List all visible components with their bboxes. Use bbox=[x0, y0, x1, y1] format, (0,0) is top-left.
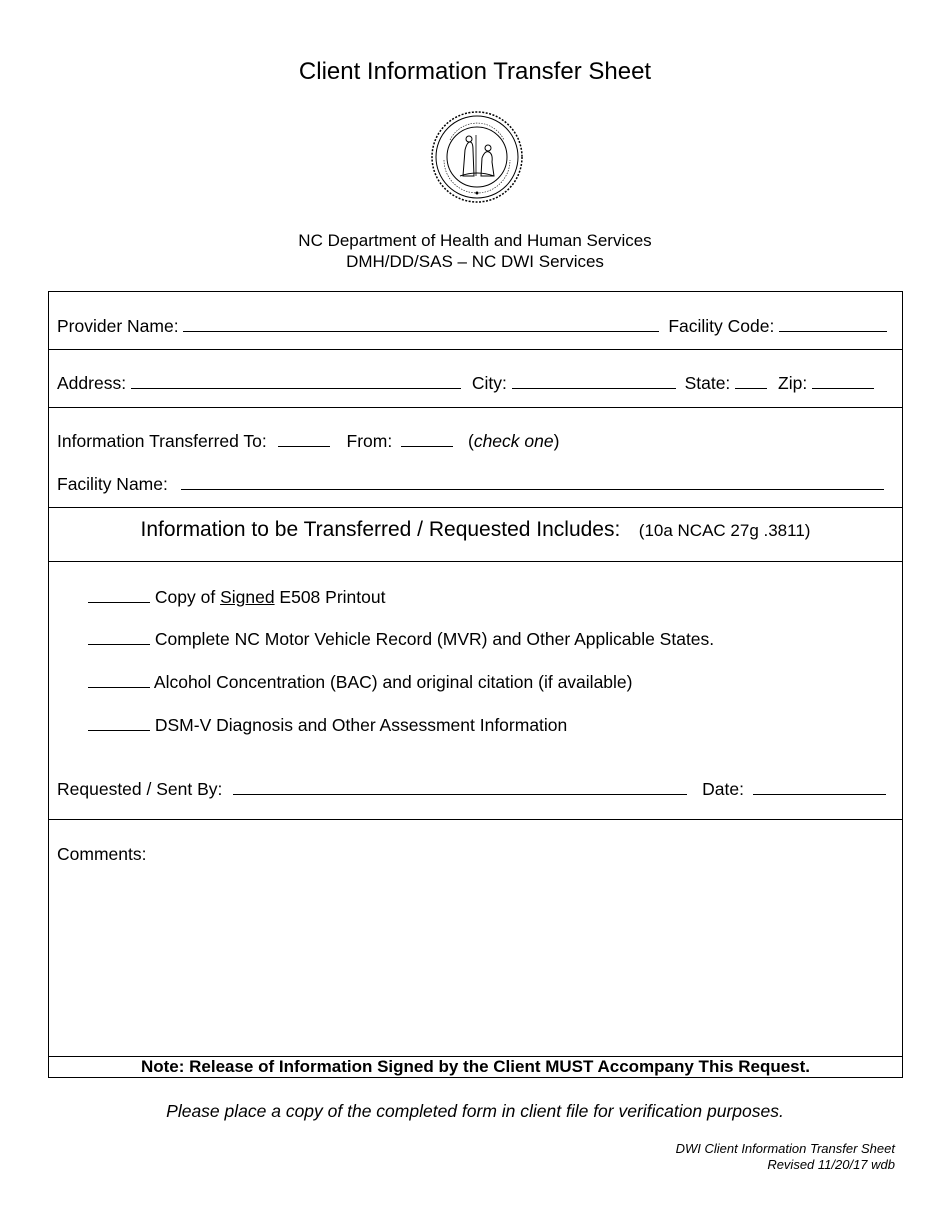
facility-name-field[interactable] bbox=[181, 473, 884, 490]
include-item-text: DSM-V Diagnosis and Other Assessment Information bbox=[154, 715, 568, 735]
zip-field[interactable] bbox=[812, 372, 874, 389]
include-item-text: Complete NC Motor Vehicle Record (MVR) and Other Applicable States. bbox=[154, 629, 715, 649]
include-item-text bbox=[155, 587, 386, 607]
divider bbox=[49, 349, 902, 350]
city-label: City: bbox=[471, 373, 507, 393]
state-label: State: bbox=[684, 373, 731, 393]
city-field[interactable] bbox=[512, 372, 676, 389]
provider-name-field[interactable] bbox=[183, 315, 659, 332]
transfer-direction-row bbox=[57, 430, 559, 451]
include-item-check-field[interactable] bbox=[88, 671, 150, 688]
facility-code-label: Facility Code: bbox=[668, 316, 775, 336]
comments-area[interactable] bbox=[57, 867, 892, 1047]
requested-by-field[interactable] bbox=[233, 778, 687, 795]
address-label: Address: bbox=[57, 373, 127, 393]
department-line-2: DMH/DD/SAS – NC DWI Services bbox=[346, 252, 604, 271]
comments-label: Comments: bbox=[57, 844, 147, 864]
footer-instruction: Please place a copy of the completed form in client file for verification purposes. bbox=[166, 1101, 784, 1121]
includes-header bbox=[49, 518, 902, 542]
state-field[interactable] bbox=[735, 372, 767, 389]
transferred-to-label: Information Transferred To: bbox=[57, 431, 267, 451]
address-field[interactable] bbox=[131, 372, 461, 389]
include-item-text-part: E508 Printout bbox=[274, 587, 386, 607]
divider bbox=[49, 507, 902, 508]
facility-name-label: Facility Name: bbox=[57, 474, 168, 494]
facility-name-row bbox=[57, 473, 884, 494]
divider bbox=[49, 819, 902, 820]
include-item bbox=[88, 586, 385, 607]
include-item bbox=[88, 714, 567, 735]
check-one-open-paren: ( bbox=[467, 431, 474, 451]
date-field[interactable] bbox=[753, 778, 886, 795]
address-row bbox=[57, 372, 874, 393]
release-note: Note: Release of Information Signed by the Client MUST Accompany This Request. bbox=[140, 1057, 811, 1076]
department-line-1: NC Department of Health and Human Services bbox=[298, 231, 652, 250]
facility-code-field[interactable] bbox=[779, 315, 887, 332]
include-item bbox=[88, 671, 632, 692]
provider-row bbox=[57, 315, 887, 336]
include-item-check-field[interactable] bbox=[88, 714, 150, 731]
transferred-to-field[interactable] bbox=[278, 430, 330, 447]
nc-state-seal-icon bbox=[430, 110, 524, 204]
includes-citation: (10a NCAC 27g .3811) bbox=[638, 521, 811, 540]
form-title: Client Information Transfer Sheet bbox=[298, 58, 652, 85]
revision-line-1: DWI Client Information Transfer Sheet bbox=[675, 1141, 895, 1156]
requested-by-label: Requested / Sent By: bbox=[57, 779, 223, 799]
divider bbox=[49, 407, 902, 408]
include-item-text-part: Copy of bbox=[154, 587, 221, 607]
department-header bbox=[0, 230, 950, 272]
from-field[interactable] bbox=[401, 430, 453, 447]
transfer-form bbox=[48, 291, 903, 1078]
revision-line-2: Revised 11/20/17 wdb bbox=[767, 1157, 895, 1172]
zip-label: Zip: bbox=[778, 373, 808, 393]
provider-name-label: Provider Name: bbox=[57, 316, 179, 336]
check-one-close-paren: ) bbox=[553, 431, 560, 451]
signature-row bbox=[57, 778, 886, 799]
includes-header-text: Information to be Transferred / Requested Includes: bbox=[140, 518, 621, 541]
include-item-text: Alcohol Concentration (BAC) and original citation (if available) bbox=[153, 672, 633, 692]
divider bbox=[49, 561, 902, 562]
check-one-instruction: check one bbox=[473, 431, 554, 451]
include-item bbox=[88, 628, 714, 649]
include-item-check-field[interactable] bbox=[88, 628, 150, 645]
date-label: Date: bbox=[702, 779, 744, 799]
revision-info bbox=[676, 1141, 895, 1173]
include-item-emphasis: Signed bbox=[220, 587, 275, 607]
include-item-check-field[interactable] bbox=[88, 586, 150, 603]
from-label: From: bbox=[346, 431, 393, 451]
